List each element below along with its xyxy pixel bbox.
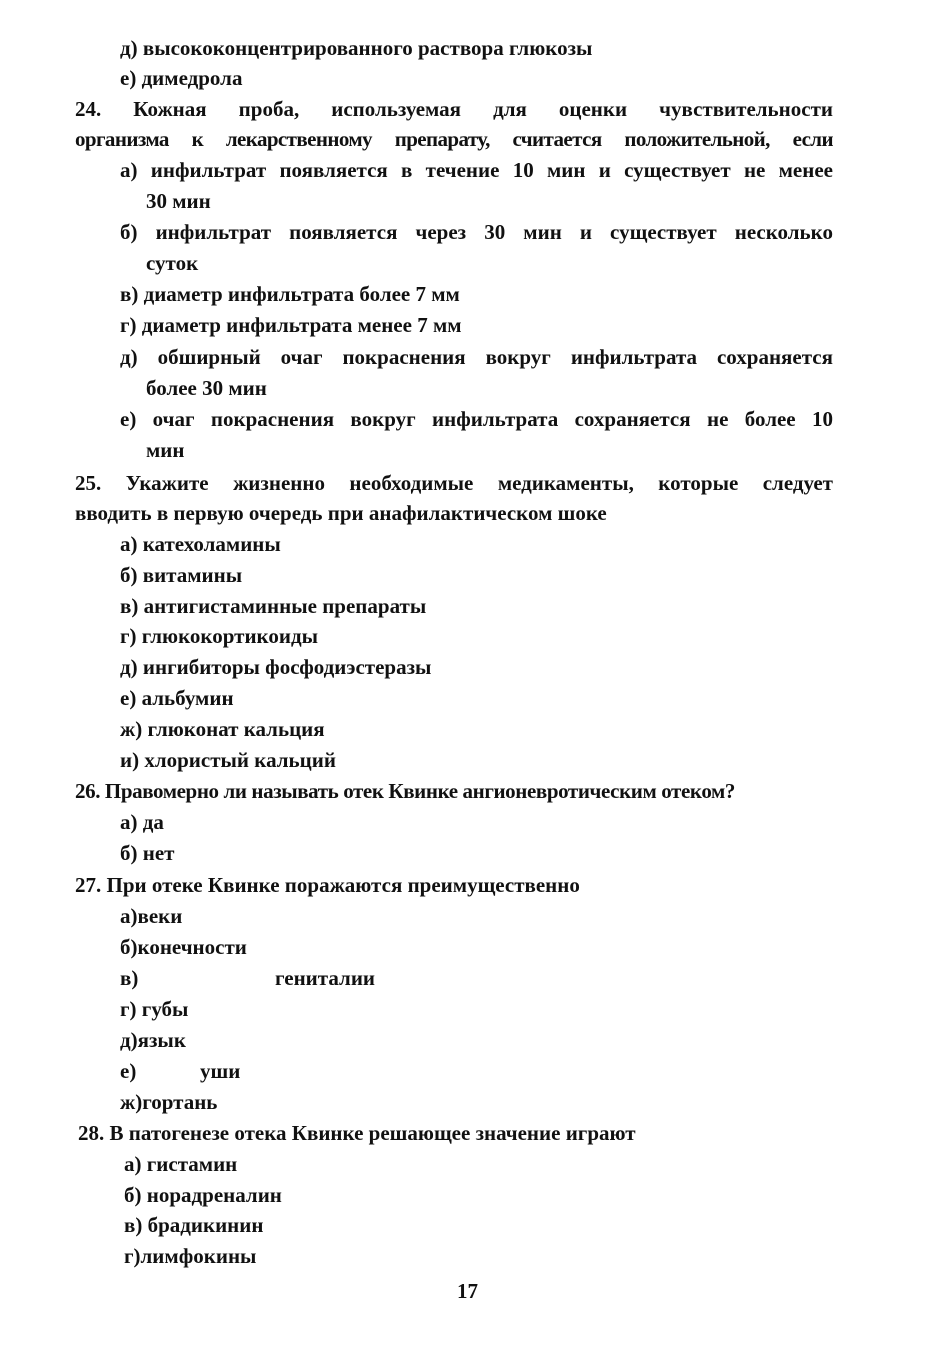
page-number: 17 <box>457 1279 478 1303</box>
q27-option-d: д)язык <box>120 1028 186 1052</box>
q24-option-a-line1: а) инфильтрат появляется в течение 10 мин и существует не менее <box>120 158 833 182</box>
q24-option-e-line2: мин <box>146 438 185 462</box>
q24-option-a-line2: 30 мин <box>146 189 211 213</box>
q25-option-i: и) хлористый кальций <box>120 748 336 772</box>
q28-option-g: г)лимфокины <box>124 1244 257 1268</box>
q24-option-b-line1: б) инфильтрат появляется через 30 мин и существует несколько <box>120 220 833 244</box>
q23-option-d: д) высококонцентрированного раствора глюкозы <box>120 36 593 60</box>
q24-text-line1: 24. Кожная проба, используемая для оценки чувствительности <box>75 97 833 121</box>
q26-option-b: б) нет <box>120 841 175 865</box>
q27-option-e <box>0 1058 935 1084</box>
q25-option-d: д) ингибиторы фосфодиэстеразы <box>120 655 432 679</box>
q25-option-b: б) витамины <box>120 563 243 587</box>
q25-option-g: г) глюкокортикоиды <box>120 624 318 648</box>
q25-text-line1: 25. Укажите жизненно необходимые медикаменты, которые следует <box>75 471 833 495</box>
q27-option-v-text: гениталии <box>275 966 376 990</box>
q24-option-b-line2: суток <box>146 251 199 275</box>
q24-option-g: г) диаметр инфильтрата менее 7 мм <box>120 313 462 337</box>
q26-text: 26. Правомерно ли называть отек Квинке ангионевротическим отеком? <box>75 779 736 803</box>
q25-option-zh: ж) глюконат кальция <box>120 717 325 741</box>
q24-option-e-line1: е) очаг покраснения вокруг инфильтрата сохраняется не более 10 <box>120 407 833 431</box>
q23-option-e: е) димедрола <box>120 66 243 90</box>
q24-option-d-line1: д) обширный очаг покраснения вокруг инфильтрата сохраняется <box>120 345 833 369</box>
q27-option-v <box>0 965 935 991</box>
q27-option-b: б)конечности <box>120 935 247 959</box>
q27-option-a: а)веки <box>120 904 183 928</box>
q24-option-d-line2: более 30 мин <box>146 376 267 400</box>
q26-option-a: а) да <box>120 810 164 834</box>
q24-text-line2: организма к лекарственному препарату, считается положительной, если <box>75 127 833 151</box>
q25-option-e: е) альбумин <box>120 686 234 710</box>
q28-option-v: в) брадикинин <box>124 1213 264 1237</box>
q28-text: 28. В патогенезе отека Квинке решающее значение играют <box>78 1121 636 1145</box>
q25-text-line2: вводить в первую очередь при анафилактическом шоке <box>75 501 607 525</box>
q24-option-v: в) диаметр инфильтрата более 7 мм <box>120 282 460 306</box>
q28-option-b: б) норадреналин <box>124 1183 282 1207</box>
q27-option-e-text: уши <box>200 1059 241 1083</box>
q25-option-a: а) катехоламины <box>120 532 281 556</box>
q27-option-g: г) губы <box>120 997 189 1021</box>
q28-option-a: а) гистамин <box>124 1152 238 1176</box>
q27-text: 27. При отеке Квинке поражаются преимущественно <box>75 873 580 897</box>
q27-option-zh: ж)гортань <box>120 1090 218 1114</box>
q27-option-e-letter: е) <box>120 1059 137 1083</box>
q25-option-v: в) антигистаминные препараты <box>120 594 427 618</box>
q27-option-v-letter: в) <box>120 966 139 990</box>
